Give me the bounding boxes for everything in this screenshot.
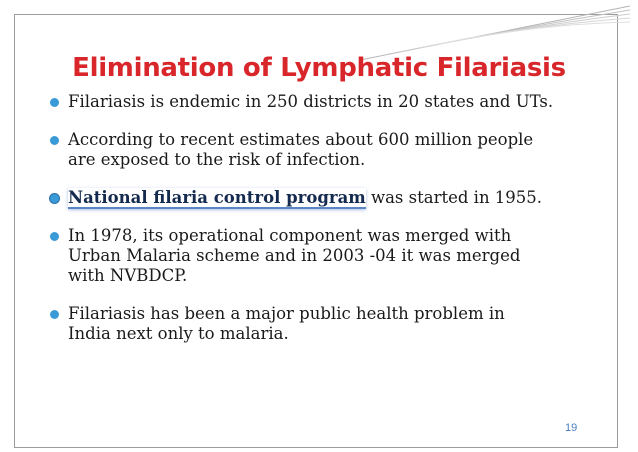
list-item <box>48 188 608 208</box>
bullet-line: Urban Malaria scheme and in 2003 -04 it was merged <box>68 246 521 265</box>
bullet-line: India next only to malaria. <box>68 324 289 343</box>
bullet-line <box>68 188 608 208</box>
bullet-line: In 1978, its operational component was merged with <box>68 226 512 245</box>
list-item <box>48 92 608 112</box>
list-item <box>48 130 608 170</box>
bullet-line: Filariasis is endemic in 250 districts in 20 states and UTs. <box>68 92 554 111</box>
bullet-dot-icon <box>50 98 59 107</box>
highlighted-link-text[interactable]: National filaria control program <box>68 188 366 207</box>
slide-title: Elimination of Lymphatic Filariasis <box>72 53 566 83</box>
bullet-dot-icon <box>50 136 59 145</box>
bullet-text: was started in 1955. <box>365 188 543 207</box>
bullet-line: Filariasis has been a major public health problem in <box>68 304 505 323</box>
bullet-line: with NVBDCP. <box>68 266 188 285</box>
bullet-list <box>48 92 608 362</box>
bullet-dot-icon <box>50 310 59 319</box>
bullet-dot-icon <box>50 194 59 203</box>
list-item <box>48 226 608 286</box>
bullet-dot-icon <box>50 232 59 241</box>
page-number: 19 <box>565 422 578 434</box>
list-item <box>48 304 608 344</box>
bullet-line: According to recent estimates about 600 million people <box>68 130 534 149</box>
bullet-line: are exposed to the risk of infection. <box>68 150 366 169</box>
